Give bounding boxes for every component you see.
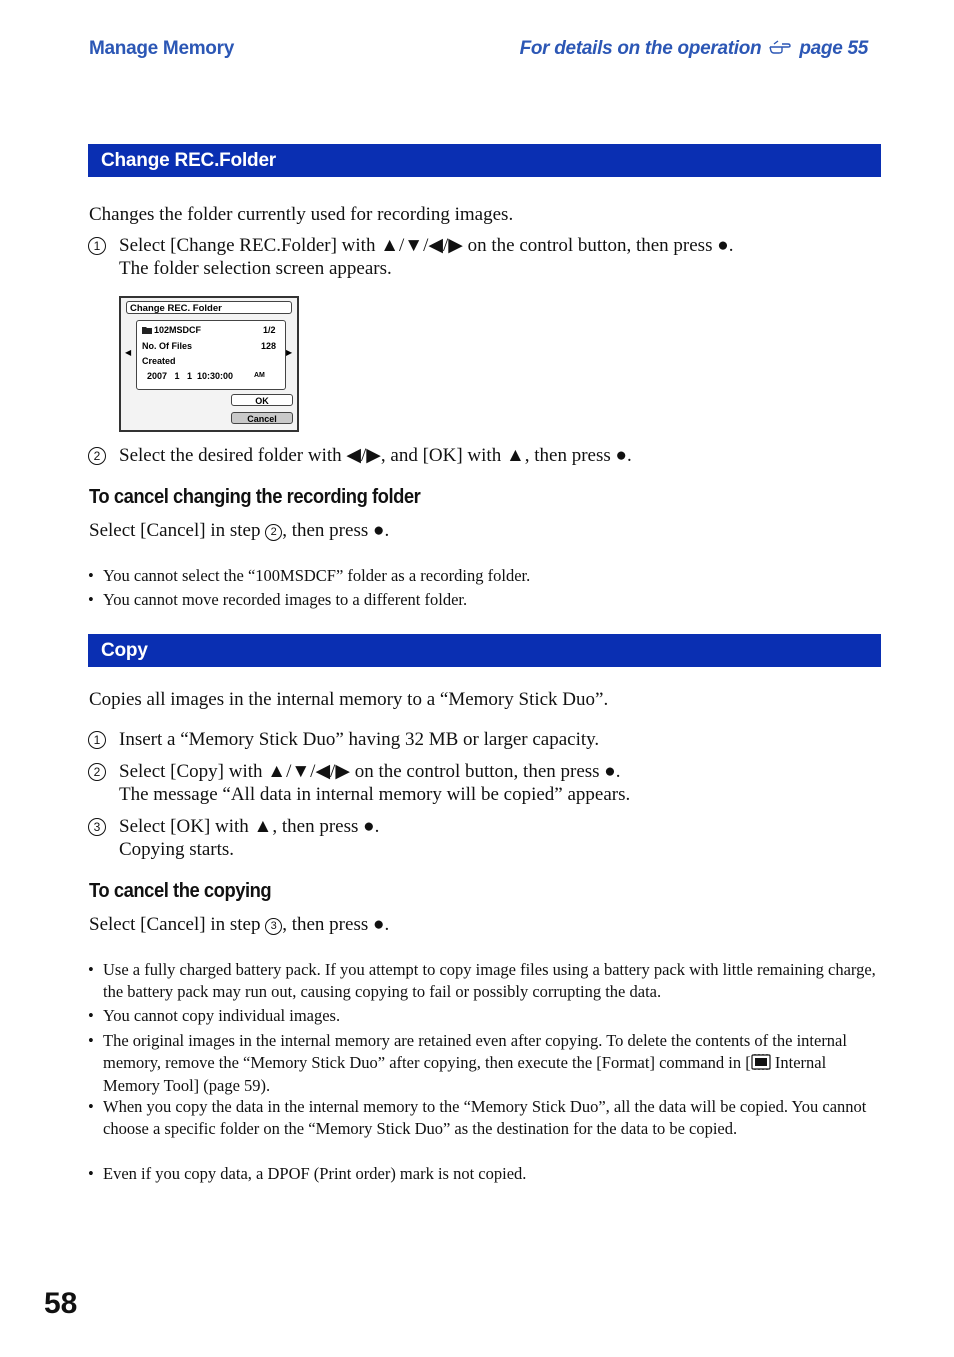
files-value: 128 bbox=[261, 341, 277, 351]
cancel-text-start: Select [Cancel] in step bbox=[89, 520, 261, 541]
section-title-copy: Copy bbox=[88, 634, 881, 667]
cancel-text-start: Select [Cancel] in step bbox=[89, 914, 261, 935]
pointing-hand-icon bbox=[769, 38, 791, 60]
step-text: Insert a “Memory Stick Duo” having 32 MB or larger capacity. bbox=[119, 729, 600, 750]
created-ampm: AM bbox=[254, 372, 265, 379]
cancel-text-end: , then press ●. bbox=[282, 914, 390, 935]
note-text: Use a fully charged battery pack. If you attempt to copy image files using a battery pack with little remaining charge, the battery pack may run out, causing copying to fail or possibly corrupting the data. bbox=[103, 960, 876, 1001]
cancel-copy-heading: To cancel the copying bbox=[89, 880, 272, 902]
cancel-copy-text bbox=[89, 913, 389, 936]
note-text-end: Internal Memory Tool] (page 59). bbox=[103, 1052, 827, 1095]
internal-memory-icon bbox=[751, 1054, 771, 1076]
step-text: Select the desired folder with ◀/▶, and [OK] with ▲, then press ●. bbox=[119, 445, 632, 466]
step-text: Select [Copy] with ▲/▼/◀/▶ on the control button, then press ●. bbox=[119, 761, 621, 782]
step-number: 1 bbox=[88, 237, 106, 255]
step-text: Select [OK] with ▲, then press ●. bbox=[119, 816, 380, 837]
section-title-change-rec-folder: Change REC.Folder bbox=[88, 144, 881, 177]
bullet: • bbox=[88, 1006, 94, 1025]
folder-selection-screen bbox=[119, 296, 299, 432]
folder-name: 102MSDCF bbox=[154, 325, 202, 335]
section-intro: Copies all images in the internal memory to a “Memory Stick Duo”. bbox=[89, 689, 609, 710]
note-text: Even if you copy data, a DPOF (Print order) mark is not copied. bbox=[103, 1164, 527, 1183]
step-result: The message “All data in internal memory will be copied” appears. bbox=[119, 783, 631, 805]
bullet: • bbox=[88, 1097, 94, 1116]
created-label: Created bbox=[142, 356, 176, 366]
section-intro: Changes the folder currently used for recording images. bbox=[89, 204, 514, 225]
bullet: • bbox=[88, 1031, 94, 1050]
note-text: You cannot select the “100MSDCF” folder as a recording folder. bbox=[103, 566, 531, 585]
note-text-start: The original images in the internal memory are retained even after copying. To delete the contents of the internal memory, remove the “Memory Stick Duo” after copying, then execute the [Format] command in [ bbox=[103, 1031, 847, 1072]
folder-info-panel bbox=[136, 320, 286, 390]
step-number: 3 bbox=[88, 818, 106, 836]
screen-title: Change REC. Folder bbox=[126, 301, 292, 314]
step-text: Select [Change REC.Folder] with ▲/▼/◀/▶ on the control button, then press ●. bbox=[119, 235, 734, 256]
cancel-folder-text bbox=[89, 519, 389, 542]
bullet: • bbox=[88, 590, 94, 609]
bullet: • bbox=[88, 960, 94, 979]
note-text: You cannot copy individual images. bbox=[103, 1006, 341, 1025]
header-section-title: Manage Memory bbox=[89, 38, 234, 59]
step-number: 2 bbox=[88, 763, 106, 781]
note-text: You cannot move recorded images to a different folder. bbox=[103, 590, 468, 609]
bullet: • bbox=[88, 1164, 94, 1183]
cancel-text-end: , then press ●. bbox=[282, 520, 390, 541]
step-number: 1 bbox=[88, 731, 106, 749]
step-result: The folder selection screen appears. bbox=[119, 257, 392, 279]
right-arrow-icon: ▶ bbox=[286, 348, 293, 357]
header-reference-page: page 55 bbox=[799, 38, 868, 59]
step-ref-number: 2 bbox=[265, 524, 282, 541]
cancel-button[interactable]: Cancel bbox=[231, 412, 293, 424]
note-text bbox=[103, 1030, 878, 1097]
header-reference bbox=[520, 38, 868, 60]
created-date: 2007 1 1 10:30:00 bbox=[147, 371, 234, 381]
note-text: When you copy the data in the internal memory to the “Memory Stick Duo”, all the data will be copied. You cannot choose a specific folder on the “Memory Stick Duo” as the destination for the data to be copied. bbox=[103, 1097, 867, 1138]
step-result: Copying starts. bbox=[119, 838, 235, 860]
left-arrow-icon: ◀ bbox=[125, 348, 132, 357]
cancel-folder-heading: To cancel changing the recording folder bbox=[89, 486, 421, 508]
page-number: 58 bbox=[44, 1287, 78, 1320]
folder-icon bbox=[142, 326, 152, 336]
bullet: • bbox=[88, 566, 94, 585]
ok-button[interactable]: OK bbox=[231, 394, 293, 406]
folder-count: 1/2 bbox=[263, 325, 276, 335]
step-ref-number: 3 bbox=[265, 918, 282, 935]
step-number: 2 bbox=[88, 447, 106, 465]
files-label: No. Of Files bbox=[142, 341, 193, 351]
header-reference-text: For details on the operation bbox=[519, 38, 762, 59]
